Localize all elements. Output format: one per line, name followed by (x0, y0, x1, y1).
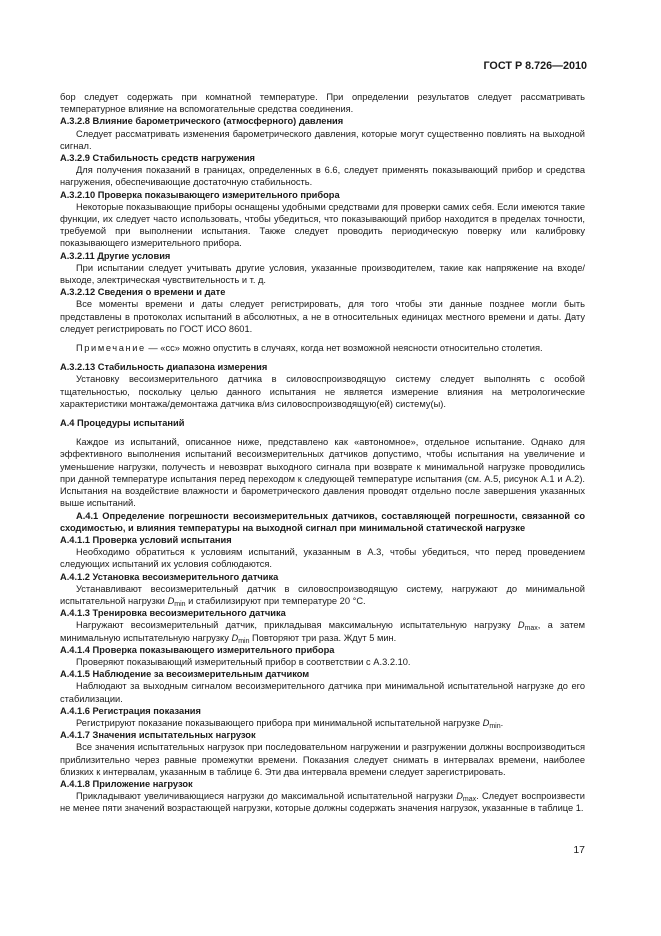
subscript-min: min (489, 722, 501, 730)
section-heading: А.4.1.4 Проверка показывающего измерительного прибора (60, 644, 335, 655)
text-run: , а затем минимальную испытательную нагрузку (60, 620, 585, 643)
note-label: Примечание (76, 343, 146, 354)
text-run: Повторяют три раза. Ждут 5 мин. (249, 632, 397, 643)
paragraph: Некоторые показывающие приборы оснащены удобными средствами для проверки самих себя. Если имеются такие функции, их следует часто использовать, чтобы убедиться, что показывающий прибор находится в пределах точности, требуемой при выполнении испытания. Также следует проводить периодическую поверку или калибровку показывающего измерительного прибора. (60, 201, 585, 249)
page-number: 17 (573, 844, 585, 856)
subscript-min: min (238, 637, 250, 645)
section-heading: А.4 Процедуры испытаний (60, 418, 185, 429)
paragraph: Следует рассматривать изменения барометрического давления, которые могут существенно повлиять на выходной сигнал. (60, 128, 585, 151)
section-heading: А.3.2.13 Стабильность диапазона измерения (60, 362, 268, 373)
paragraph (60, 619, 585, 643)
section-heading: А.4.1.8 Приложение нагрузок (60, 778, 193, 789)
text-run: Нагружают весоизмерительный датчик, прикладывая максимальную испытательную нагрузку (76, 620, 518, 631)
text-run: Устанавливают весоизмерительный датчик в силовоспроизводящую систему, нагружают до минимальной испытательной нагрузки (60, 583, 585, 606)
section-heading: А.4.1 Определение погрешности весоизмерительных датчиков, составляющей погрешности, связанной со сходимостью, и влияния температуры на выходной сигнал при минимальной статической нагрузке (60, 510, 585, 533)
section-heading: А.3.2.11 Другие условия (60, 250, 171, 261)
standard-designation: ГОСТ Р 8.726—2010 (483, 60, 587, 72)
section-heading: А.4.1.6 Регистрация показания (60, 705, 201, 716)
paragraph (60, 583, 585, 607)
symbol-d: D (517, 620, 525, 631)
paragraph: Каждое из испытаний, описанное ниже, представлено как «автономное», отдельное испытание. Однако для эффективного выполнения испытаний весоизмерительных датчиков допустимо, чтобы испытания на увеличение и уменьшение нагрузки, получесть и невозврат выходного сигнала при возврате к минимальной нагрузке проводились при данной температуре испытания перед переходом к следующей температуре испытания (см. А.5, рисунок А.1 и А.2). Испытания на воздействие влажности и барометрического давления проводят отдельно после завершения указанных выше испытаний. (60, 437, 585, 509)
text-run: Прикладывают увеличивающиеся нагрузки до максимальной испытательной нагрузки (76, 791, 457, 802)
subscript-min: min (174, 600, 186, 608)
paragraph: Проверяют показывающий измерительный прибор в соответствии с А.3.2.10. (76, 656, 411, 667)
paragraph (60, 790, 585, 814)
section-heading: А.3.2.12 Сведения о времени и дате (60, 287, 226, 298)
paragraph: Все моменты времени и даты следует регистрировать, для того чтобы эти данные позднее могли быть представлены в протоколах испытаний в абсолютных, а не в относительных единицах местного времени и даты. Дату следует регистрировать по ГОСТ ИСО 8601. (60, 299, 585, 334)
note-text: — «сс» можно опустить в случаях, когда нет возможной неясности относительно столетия. (145, 343, 543, 354)
text-run: . (500, 717, 504, 728)
symbol-d: D (456, 791, 463, 802)
paragraph: Необходимо обратиться к условиям испытаний, указанным в А.3, чтобы убедиться, что перед проведением следующих испытаний их условия соблюдаются. (60, 547, 585, 570)
section-heading: А.3.2.9 Стабильность средств нагружения (60, 153, 255, 164)
symbol-d: D (167, 595, 175, 606)
paragraph: Наблюдают за выходным сигналом весоизмерительного датчика при минимальной испытательной нагрузке до его стабилизации. (60, 681, 585, 704)
section-heading: А.4.1.5 Наблюдение за весоизмерительным датчиком (60, 669, 310, 680)
symbol-d: D (231, 632, 239, 643)
section-heading: А.4.1.1 Проверка условий испытания (60, 534, 232, 545)
paragraph: Все значения испытательных нагрузок при последовательном нагружении и разгружении должны воспроизводиться приблизительно через равные промежутки времени. Показания следует снимать в интервалах времени, наиболее близких к интервалам, указанным в таблице 6. Эти два интервала времени следует зарегистрировать. (60, 742, 585, 777)
section-heading: А.4.1.3 Тренировка весоизмерительного датчика (60, 608, 286, 619)
subscript-max: max (524, 625, 538, 633)
paragraph: Установку весоизмерительного датчика в силовоспроизводящую систему следует выполнять с особой тщательностью, поскольку целью данного испытания не является измерение влияния на метрологические характеристики монтажа/демонтажа датчика в/из силовоспроизводящую(ей) систему(ы). (60, 374, 585, 409)
paragraph: Для получения показаний в границах, определенных в 6.6, следует применять показывающий прибор и средства нагружения, обеспечивающие достаточную стабильность. (60, 165, 585, 188)
document-body (60, 91, 585, 815)
text-run: и стабилизируют при температуре 20 °С. (185, 595, 366, 606)
section-heading: А.4.1.2 Установка весоизмерительного датчика (60, 571, 279, 582)
text-run: . Следует воспроизвести не менее пяти значений возрастающей нагрузки, которые должны содержать значения нагрузок, указанные в таблице 1. (60, 791, 586, 814)
paragraph (60, 717, 585, 729)
subscript-max: max (462, 796, 477, 804)
text-run: Регистрируют показание показывающего прибора при минимальной испытательной нагрузке (76, 717, 483, 728)
section-heading: А.3.2.10 Проверка показывающего измерительного прибора (60, 189, 340, 200)
note (60, 342, 585, 354)
section-heading: А.4.1.7 Значения испытательных нагрузок (60, 730, 256, 741)
symbol-d: D (482, 717, 490, 728)
paragraph: При испытании следует учитывать другие условия, указанные производителем, такие как напряжение на входе/выходе, электрическая чувствительность и т. д. (60, 262, 585, 286)
paragraph: бор следует содержать при комнатной температуре. При определении результатов следует рассматривать температурное влияние на вспомогательные средства соединения. (60, 92, 585, 115)
section-heading: А.3.2.8 Влияние барометрического (атмосферного) давления (60, 116, 344, 127)
